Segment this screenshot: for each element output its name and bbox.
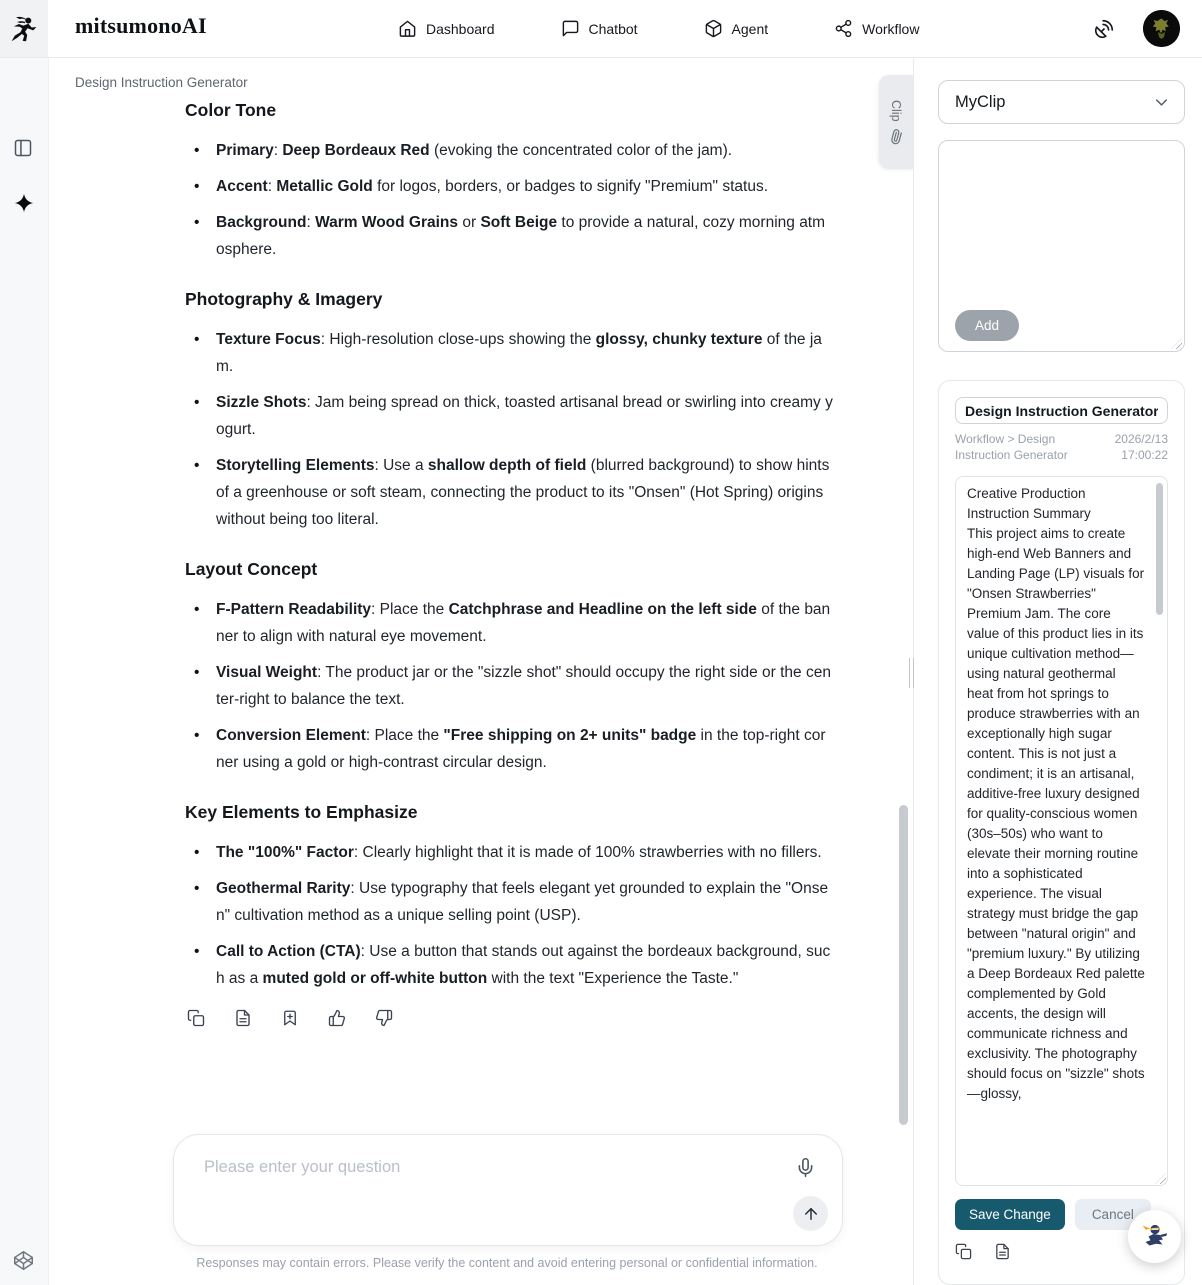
clip-title-input[interactable] bbox=[955, 397, 1168, 424]
bullet-item: • F-Pattern Readability: Place the Catchphrase and Headline on the left side of the banner to align with natural eye movement. bbox=[185, 596, 833, 650]
satellite-dish-icon[interactable] bbox=[1093, 18, 1115, 40]
codepen-icon[interactable] bbox=[13, 1250, 34, 1271]
package-icon bbox=[704, 19, 723, 38]
arrow-up-icon bbox=[802, 1205, 820, 1223]
add-button[interactable]: Add bbox=[955, 310, 1019, 341]
section-heading: Photography & Imagery bbox=[185, 289, 383, 309]
myclip-select[interactable] bbox=[938, 80, 1185, 124]
clip-card-meta bbox=[955, 431, 1168, 463]
panel-toggle-icon[interactable] bbox=[13, 138, 33, 158]
left-sidebar bbox=[0, 57, 49, 1285]
clip-content-textarea[interactable] bbox=[955, 476, 1168, 1186]
bullet-item: • Storytelling Elements: Use a shallow depth of field (blurred background) to show hints of a greenhouse or soft steam, connecting the product to its "Onsen" (Hot Spring) origins without being too literal. bbox=[185, 452, 833, 533]
copy-icon[interactable] bbox=[955, 1243, 972, 1260]
nav-label: Chatbot bbox=[588, 20, 638, 37]
clip-content-wrap bbox=[955, 476, 1168, 1186]
ninja-assistant-button[interactable] bbox=[1128, 1210, 1181, 1263]
clip-card-icons bbox=[955, 1243, 1011, 1260]
nav-label: Workflow bbox=[862, 20, 920, 37]
clip-card bbox=[938, 380, 1185, 1285]
save-change-button[interactable]: Save Change bbox=[955, 1199, 1065, 1230]
right-panel bbox=[913, 57, 1202, 1285]
nav-dashboard[interactable] bbox=[398, 19, 495, 38]
share-icon bbox=[834, 19, 853, 38]
message-actions bbox=[187, 1009, 833, 1027]
bullet-item: • Geothermal Rarity: Use typography that feels elegant yet grounded to explain the "Onsen" cultivation method as a unique selling point (USP). bbox=[185, 875, 833, 929]
message-square-icon bbox=[561, 19, 580, 38]
avatar[interactable] bbox=[1143, 10, 1180, 47]
bullet-item: • Texture Focus: High-resolution close-ups showing the glossy, chunky texture of the jam. bbox=[185, 326, 833, 380]
panel-resize-handle[interactable] bbox=[907, 658, 916, 688]
bullet-dot: • bbox=[194, 943, 200, 960]
bullet-dot: • bbox=[194, 457, 200, 474]
clip-tab[interactable] bbox=[879, 75, 913, 169]
chevron-down-icon bbox=[1152, 93, 1171, 112]
myclip-select-value: MyClip bbox=[955, 92, 1006, 111]
section-heading: Color Tone bbox=[185, 100, 277, 120]
home-icon bbox=[398, 19, 417, 38]
bullet-dot: • bbox=[194, 394, 200, 411]
timestamp bbox=[1115, 431, 1168, 463]
bullet-dot: • bbox=[194, 214, 200, 231]
thumbs-down-icon[interactable] bbox=[375, 1009, 393, 1027]
nav-label: Agent bbox=[731, 20, 769, 37]
bullet-item: • Visual Weight: The product jar or the "sizzle shot" should occupy the right side or the center-right to balance the text. bbox=[185, 659, 833, 713]
chat-area bbox=[48, 57, 913, 1285]
cancel-button[interactable]: Cancel bbox=[1075, 1199, 1151, 1230]
app-title: mitsumonoAI bbox=[75, 13, 207, 38]
bullet-dot: • bbox=[194, 178, 200, 195]
nav-chatbot[interactable] bbox=[561, 19, 638, 38]
chat-input-container bbox=[173, 1134, 843, 1246]
nav-workflow[interactable] bbox=[834, 19, 919, 38]
clip-tab-label: Clip bbox=[889, 100, 903, 122]
clip-card-buttons bbox=[955, 1199, 1151, 1230]
date-text: 2026/2/13 bbox=[1114, 432, 1168, 446]
breadcrumb: Workflow > Design Instruction Generator bbox=[955, 432, 1068, 462]
content-scrollbar[interactable] bbox=[1156, 483, 1163, 615]
message-body bbox=[185, 100, 833, 1027]
bullet-dot: • bbox=[194, 664, 200, 681]
bullet-dot: • bbox=[194, 880, 200, 897]
bullet-item: • Call to Action (CTA): Use a button that stands out against the bordeaux background, such as a muted gold or off-white button with the text "Experience the Taste." bbox=[185, 938, 833, 992]
app-logo[interactable] bbox=[0, 0, 48, 57]
chat-scrollbar[interactable] bbox=[899, 805, 908, 1125]
section-heading: Key Elements to Emphasize bbox=[185, 802, 418, 822]
bullet-item: • Accent: Metallic Gold for logos, borders, or badges to signify "Premium" status. bbox=[185, 173, 833, 200]
time-text: 17:00:22 bbox=[1121, 448, 1168, 462]
bullet-dot: • bbox=[194, 142, 200, 159]
resize-grip[interactable] bbox=[1171, 338, 1182, 349]
chat-input[interactable] bbox=[202, 1156, 761, 1224]
mic-icon[interactable] bbox=[795, 1157, 816, 1178]
ninja-mascot-icon bbox=[1137, 1219, 1173, 1255]
file-text-icon[interactable] bbox=[994, 1243, 1011, 1260]
copy-icon[interactable] bbox=[187, 1009, 205, 1027]
section-heading: Layout Concept bbox=[185, 559, 318, 579]
topbar-right bbox=[1093, 0, 1180, 57]
nav-agent[interactable] bbox=[704, 19, 769, 38]
nav-label: Dashboard bbox=[426, 20, 495, 37]
bullet-item: • Conversion Element: Place the "Free shipping on 2+ units" badge in the top-right corner using a gold or high-contrast circular design. bbox=[185, 722, 833, 776]
bullet-dot: • bbox=[194, 727, 200, 744]
bullet-item: • Sizzle Shots: Jam being spread on thick, toasted artisanal bread or swirling into creamy yogurt. bbox=[185, 389, 833, 443]
bullet-dot: • bbox=[194, 844, 200, 861]
sparkle-icon[interactable] bbox=[13, 192, 35, 214]
bullet-item: • The "100%" Factor: Clearly highlight that it is made of 100% strawberries with no fillers. bbox=[185, 839, 833, 866]
ninja-logo-icon bbox=[9, 14, 39, 44]
topbar bbox=[0, 0, 1202, 58]
send-button[interactable] bbox=[793, 1196, 828, 1231]
disclaimer: Responses may contain errors. Please verify the content and avoid entering personal or confidential information. bbox=[196, 1256, 818, 1270]
top-navigation bbox=[398, 0, 919, 57]
paperclip-icon bbox=[886, 126, 906, 146]
bookmark-plus-icon[interactable] bbox=[281, 1009, 299, 1027]
bullet-dot: • bbox=[194, 601, 200, 618]
file-text-icon[interactable] bbox=[234, 1009, 252, 1027]
bullet-item: • Primary: Deep Bordeaux Red (evoking the concentrated color of the jam). bbox=[185, 137, 833, 164]
chat-title: Design Instruction Generator bbox=[75, 75, 248, 90]
clip-input-box[interactable] bbox=[938, 140, 1185, 352]
thumbs-up-icon[interactable] bbox=[328, 1009, 346, 1027]
bullet-item: • Background: Warm Wood Grains or Soft Beige to provide a natural, cozy morning atmosphere. bbox=[185, 209, 833, 263]
bullet-dot: • bbox=[194, 331, 200, 348]
